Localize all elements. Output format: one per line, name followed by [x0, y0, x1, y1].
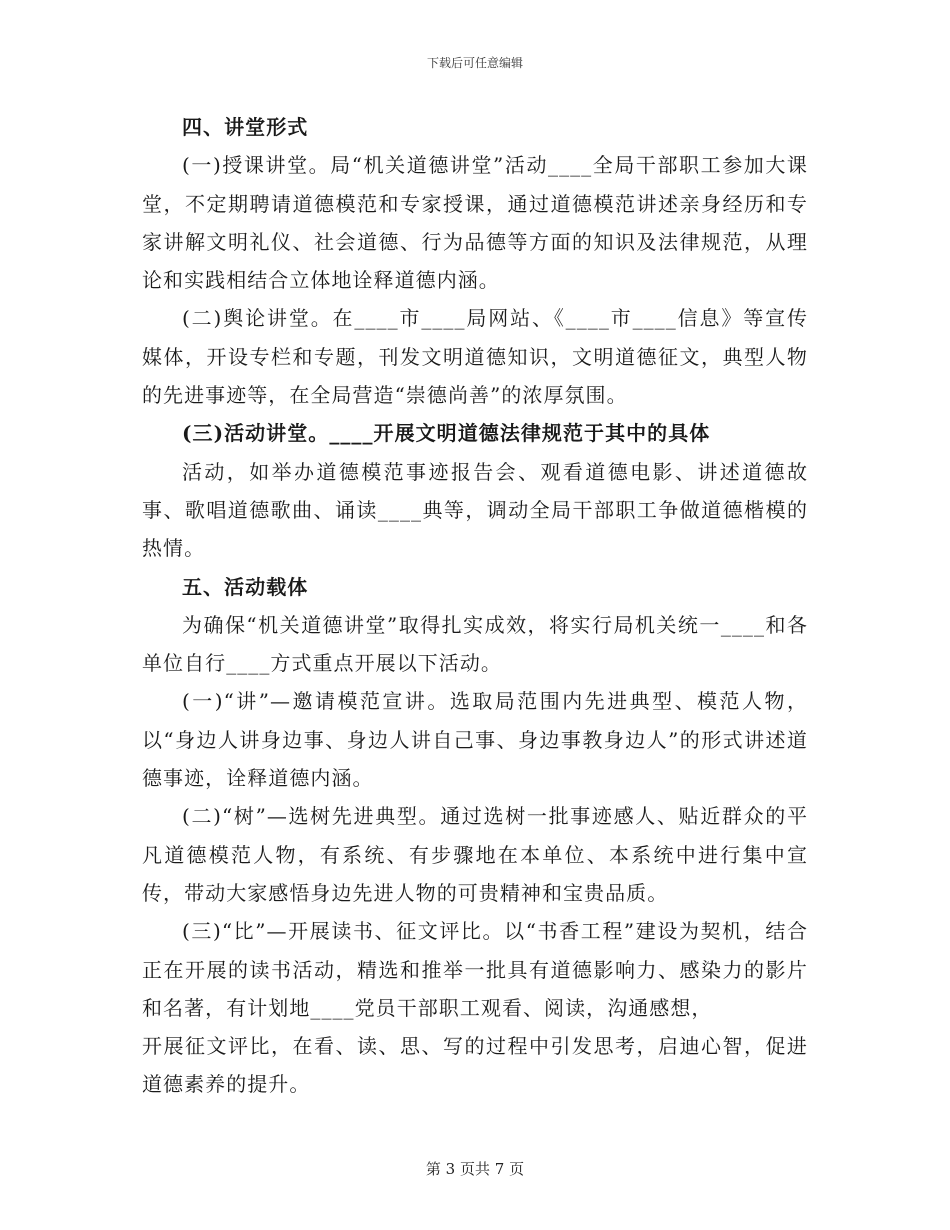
- paragraph-carriers-intro: 为确保“机关道德讲堂”取得扎实成效，将实行局机关统一____和各单位自行____方式重点开展以下活动。: [142, 612, 808, 676]
- paragraph-activity-lecture-heading: (三)活动讲堂。____开展文明道德法律规范于其中的具体: [182, 421, 711, 446]
- paragraph-teaching-lecture: (一)授课讲堂。局“机关道德讲堂”活动____全局干部职工参加大课堂，不定期聘请道德模范和专家授课，通过道德模范讲述亲身经历和专家讲解文明礼仪、社会道德、行为品德等方面的知识及法律规范，从理论和实践相结合立体地诠释道德内涵。: [142, 153, 808, 293]
- page-number: 第 3 页共 7 页: [425, 1160, 525, 1178]
- page-header-note: 下载后可任意编辑: [426, 56, 523, 70]
- paragraph-public-opinion-lecture: (二)舆论讲堂。在____市____局网站、《____市____信息》等宣传媒体，开设专栏和专题，刊发文明道德知识，文明道德征文，典型人物的先进事迹等，在全局营造“崇德尚善”的浓厚氛围。: [142, 306, 808, 408]
- paragraph-speak-model: (一)“讲”—邀请模范宣讲。选取局范围内先进典型、模范人物，以“身边人讲身边事、身边人讲自己事、身边事教身边人”的形式讲述道德事迹，诠释道德内涵。: [142, 689, 808, 791]
- section-heading-lecture-forms: 四、讲堂形式: [182, 115, 309, 139]
- paragraph-activity-lecture-body: 活动，如举办道德模范事迹报告会、观看道德电影、讲述道德故事、歌唱道德歌曲、诵读____典等，调动全局干部职工争做道德楷模的热情。: [142, 459, 808, 561]
- paragraph-establish-model: (二)“树”—选树先进典型。通过选树一批事迹感人、贴近群众的平凡道德模范人物，有系统、有步骤地在本单位、本系统中进行集中宣传，带动大家感悟身边先进人物的可贵精神和宝贵品质。: [142, 804, 808, 905]
- document-body: [142, 108, 808, 1104]
- paragraph-reading-competition: (三)“比”—开展读书、征文评比。以“书香工程”建设为契机，结合正在开展的读书活动，精选和推举一批具有道德影响力、感染力的影片和名著，有计划地____党员干部职工观看、阅读，沟通感想，: [142, 919, 808, 1020]
- section-heading-activity-carriers: 五、活动载体: [182, 574, 309, 599]
- paragraph-reading-competition-continued: 开展征文评比，在看、读、思、写的过程中引发思考，启迪心智，促进道德素养的提升。: [142, 1034, 808, 1097]
